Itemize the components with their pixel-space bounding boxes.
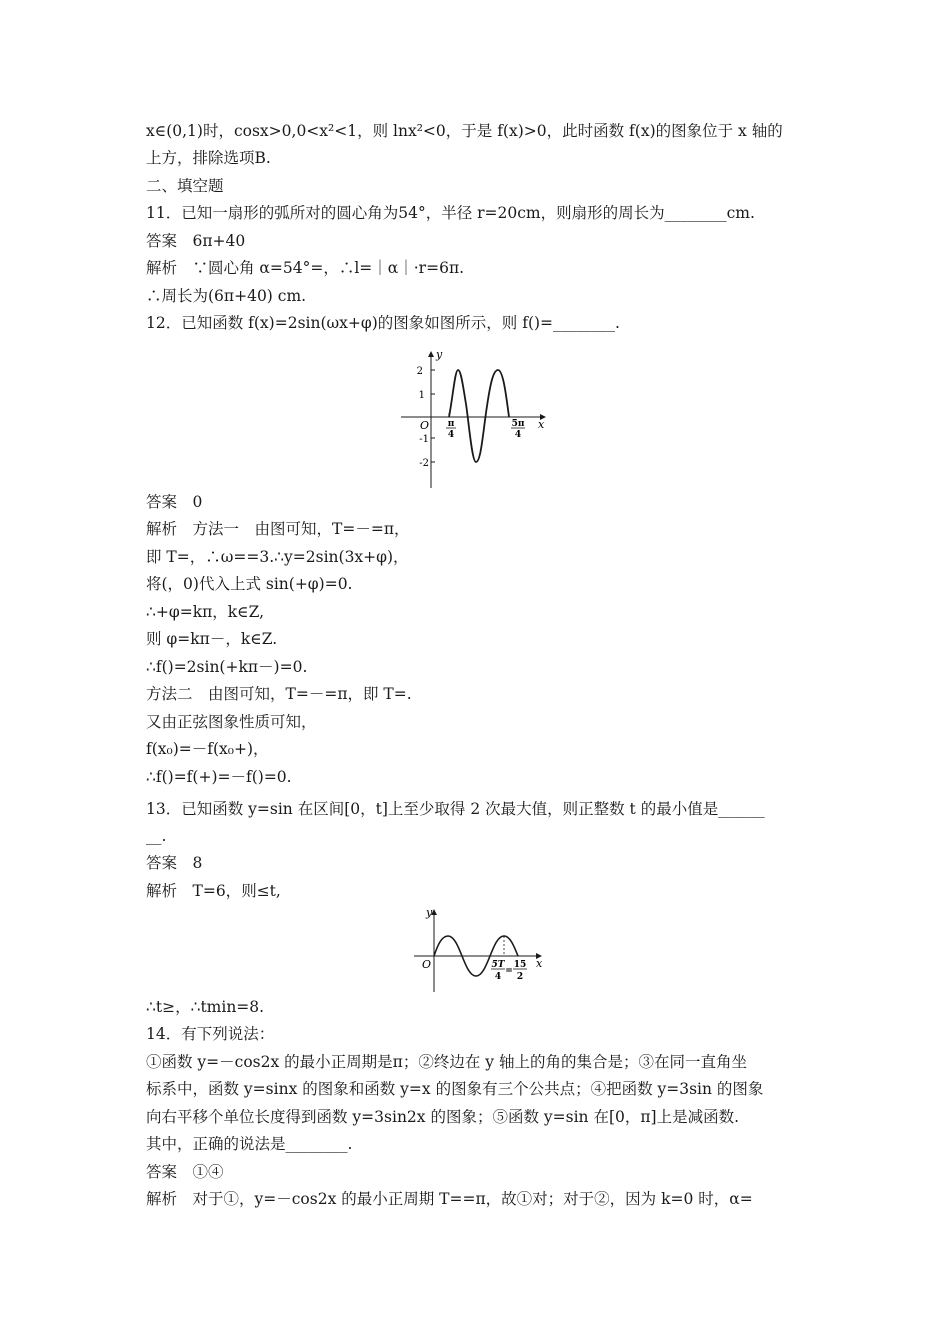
origin-label: O [420, 419, 430, 432]
analysis-12-method2: 方法二 由图可知，T=－=π，即 T=. [146, 685, 412, 703]
question-14-line5: 其中，正确的说法是________. [146, 1135, 353, 1153]
analysis-14: 解析 对于①，y=－cos2x 的最小正周期 T==π，故①对；对于②，因为 k=0 时，α= [146, 1190, 753, 1208]
sine-graph-figure [395, 346, 555, 490]
tick-left-numerator: 5T [491, 960, 505, 970]
analysis-12-line4: ∴+φ=kπ，k∈Z, [146, 603, 265, 621]
analysis-12-line6: ∴f()=2sin(+kπ－)=0. [146, 658, 308, 676]
text-line-2: 上方，排除选项B. [146, 149, 271, 167]
question-12: 12．已知函数 f(x)=2sin(ωx+φ)的图象如图所示，则 f()=________. [146, 314, 620, 332]
text-line-1: x∈(0,1)时，cosx>0,0<x²<1，则 lnx²<0，于是 f(x)>0，此时函数 f(x)的图象位于 x 轴的 [146, 122, 783, 140]
answer-13: 答案 8 [146, 854, 203, 872]
x-axis-label: x [536, 957, 543, 970]
y-axis-label: y [436, 348, 443, 361]
question-13: 13．已知函数 y=sin 在区间[0，t]上至少取得 2 次最大值，则正整数 t 的最小值是______ [146, 800, 765, 818]
question-14-line3: 标系中，函数 y=sinx 的图象和函数 y=x 的图象有三个公共点；④把函数 y=3sin 的图象 [146, 1080, 764, 1098]
x-axis-label: x [538, 418, 545, 431]
section-heading: 二、填空题 [146, 177, 224, 195]
answer-12: 答案 0 [146, 493, 203, 511]
answer-11: 答案 6π+40 [146, 232, 246, 250]
analysis-12-line2: 即 T=，∴ω==3.∴y=2sin(3x+φ)， [146, 548, 409, 566]
tick-right-denominator: 2 [516, 972, 524, 982]
y-axis-label: y [426, 906, 433, 919]
analysis-12-line10: ∴f()=f(+)=－f()=0. [146, 768, 292, 786]
sine-graph-figure-2 [408, 906, 548, 996]
analysis-12-line3: 将(，0)代入上式 sin(+φ)=0. [146, 575, 353, 593]
y-tick-2: 2 [416, 366, 423, 377]
analysis-11: 解析 ∵圆心角 α=54°=，∴l=｜α｜·r=6π. [146, 259, 465, 277]
tick-equals: = [505, 966, 513, 976]
x-tick-end-denominator: 4 [514, 430, 522, 440]
analysis-13-conclusion: ∴t≥，∴tmin=8. [146, 998, 265, 1016]
analysis-13: 解析 T=6，则≤t, [146, 882, 281, 900]
sine-curve [449, 370, 509, 462]
tick-right-numerator: 15 [513, 960, 527, 970]
answer-14: 答案 ①④ [146, 1163, 224, 1181]
y-tick-neg2: -2 [419, 458, 429, 469]
question-14-line2: ①函数 y=－cos2x 的最小正周期是π；②终边在 y 轴上的角的集合是；③在同一直角坐 [146, 1053, 747, 1071]
analysis-12-line5: 则 φ=kπ－，k∈Z. [146, 630, 278, 648]
question-11: 11．已知一扇形的弧所对的圆心角为54°，半径 r=20cm，则扇形的周长为________cm. [146, 204, 755, 222]
analysis-11-conclusion: ∴周长为(6π+40) cm. [146, 287, 307, 305]
x-tick-start-numerator: π [447, 419, 455, 429]
x-tick-start-denominator: 4 [447, 430, 455, 440]
y-tick-neg1: -1 [419, 434, 429, 445]
x-tick-end-numerator: 5π [511, 419, 525, 429]
question-13-cont: __. [146, 827, 167, 845]
analysis-12-method1: 解析 方法一 由图可知，T=－=π， [146, 520, 410, 538]
question-14: 14．有下列说法： [146, 1025, 275, 1043]
analysis-12-line8: 又由正弦图象性质可知， [146, 713, 317, 731]
origin-label: O [422, 958, 432, 971]
analysis-12-line9: f(x₀)=－f(x₀+)， [146, 740, 269, 758]
question-14-line4: 向右平移个单位长度得到函数 y=3sin2x 的图象；⑤函数 y=sin 在[0，π]上是减函数. [146, 1108, 740, 1126]
y-tick-1: 1 [418, 390, 425, 401]
tick-left-denominator: 4 [494, 972, 502, 982]
